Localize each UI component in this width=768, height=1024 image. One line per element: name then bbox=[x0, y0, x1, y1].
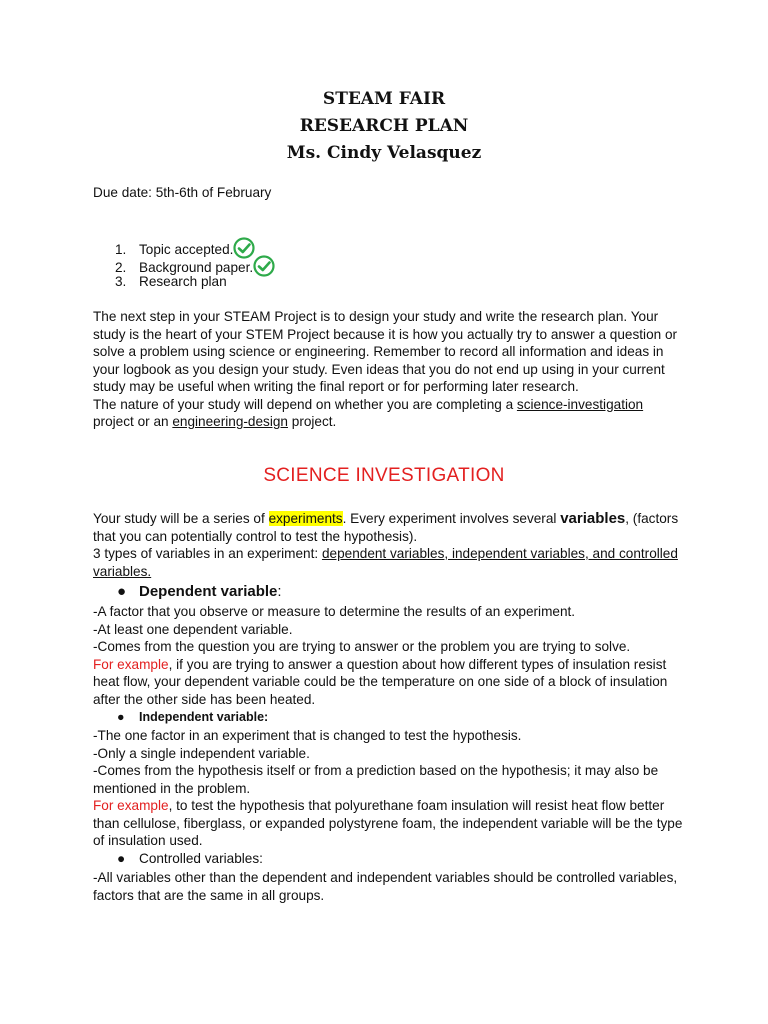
checklist-item-label: Background paper. bbox=[139, 260, 254, 275]
title-line-2: RESEARCH PLAN bbox=[299, 116, 469, 136]
checklist-item: 3. Research plan bbox=[115, 274, 227, 289]
title-line-1: STEAM FAIR bbox=[322, 89, 446, 109]
science-investigation-link[interactable]: science-investigation bbox=[516, 396, 644, 412]
intro-text: The next step in your STEAM Project is to design your study and write the research plan. Your study is the heart of your STEM Project because it is how you actually try to answer a question or solve a problem using science or engineering. Remember to record all information and ideas in your logbook as you design your study. Even ideas that you do not end up using in your current study may be useful when writing the final report or for performing later research. The nature of your study will depend on whether you are completing a science-investigation project or an engineering-design project. bbox=[93, 309, 678, 429]
controlled-variables-heading: Controlled variables: bbox=[139, 851, 263, 866]
dependent-variable-text: -A factor that you observe or measure to determine the results of an experiment. -At least one dependent variable. -Comes from the question you are trying to answer or the problem you are trying to solve. For example, if you are trying to answer a question about how different types of insulation resist heat flow, your dependent variable could be the temperature on one side of a block of insulation after the other side has been heated. bbox=[93, 604, 668, 707]
bullet-controlled-variables bbox=[117, 851, 263, 866]
checklist-item: 2. Background paper. bbox=[115, 255, 275, 273]
bullet-independent-variable bbox=[117, 710, 268, 724]
controlled-variables-text: -All variables other than the dependent and independent variables should be controlled variables, factors that are the same in all groups. bbox=[93, 870, 678, 903]
bold-term: variables bbox=[560, 510, 626, 527]
study-intro: Your study will be a series of experiments. Every experiment involves several variables, (factors that you can potentially control to test the hypothesis). 3 types of variables in an experiment: dependent variables, independent variables, and controlled variables. bbox=[93, 510, 679, 579]
independent-variable-heading: Independent variable: bbox=[139, 710, 269, 724]
independent-variable-text: -The one factor in an experiment that is changed to test the hypothesis. -Only a single independent variable. -Comes from the hypothesis itself or from a prediction based on the hypothesis; it may also be mentioned in the problem. For example, to test the hypothesis that polyurethane foam insulation will resist heat flow better than cellulose, fiberglass, or expanded polystyrene foam, the independent variable will be the type of insulation used. bbox=[93, 728, 683, 848]
dependent-variable-heading: Dependent variable bbox=[139, 583, 278, 600]
bullet-dot: ● bbox=[117, 851, 126, 866]
bullet-dot: ● bbox=[117, 583, 127, 600]
progress-checklist bbox=[115, 237, 275, 291]
variable-types: dependent variables, independent variables, and controlled variables. bbox=[93, 546, 678, 579]
author-line: Ms. Cindy Velasquez bbox=[286, 143, 482, 163]
example-label: For example bbox=[93, 656, 169, 672]
intro-paragraph: The next step in your STEAM Project is to design your study and write the research plan. Your study is the heart of your STEM Project because it is how you actually try to answer a question or solve a problem using science or engineering. Remember to record all information and ideas in your logbook as you design your study. Even ideas that you do not end up using in your current study may be useful when writing the final report or for performing later research. bbox=[93, 309, 678, 394]
bullet-dependent-variable: ● Dependent variable: bbox=[117, 583, 282, 600]
bullet-dot: ● bbox=[117, 710, 125, 724]
checklist-item-label: Topic accepted. bbox=[139, 242, 234, 257]
check-circle-icon bbox=[253, 255, 275, 277]
section-heading: SCIENCE INVESTIGATION bbox=[263, 465, 505, 486]
checklist-item-label: Research plan bbox=[139, 274, 227, 289]
example-label: For example bbox=[93, 798, 169, 813]
due-date: Due date: 5th-6th of February bbox=[93, 185, 272, 200]
engineering-design-link[interactable]: engineering-design bbox=[172, 414, 288, 429]
checklist-item: 1. Topic accepted. bbox=[115, 237, 275, 255]
document-header bbox=[0, 86, 768, 167]
highlighted-term: experiments bbox=[268, 511, 343, 526]
